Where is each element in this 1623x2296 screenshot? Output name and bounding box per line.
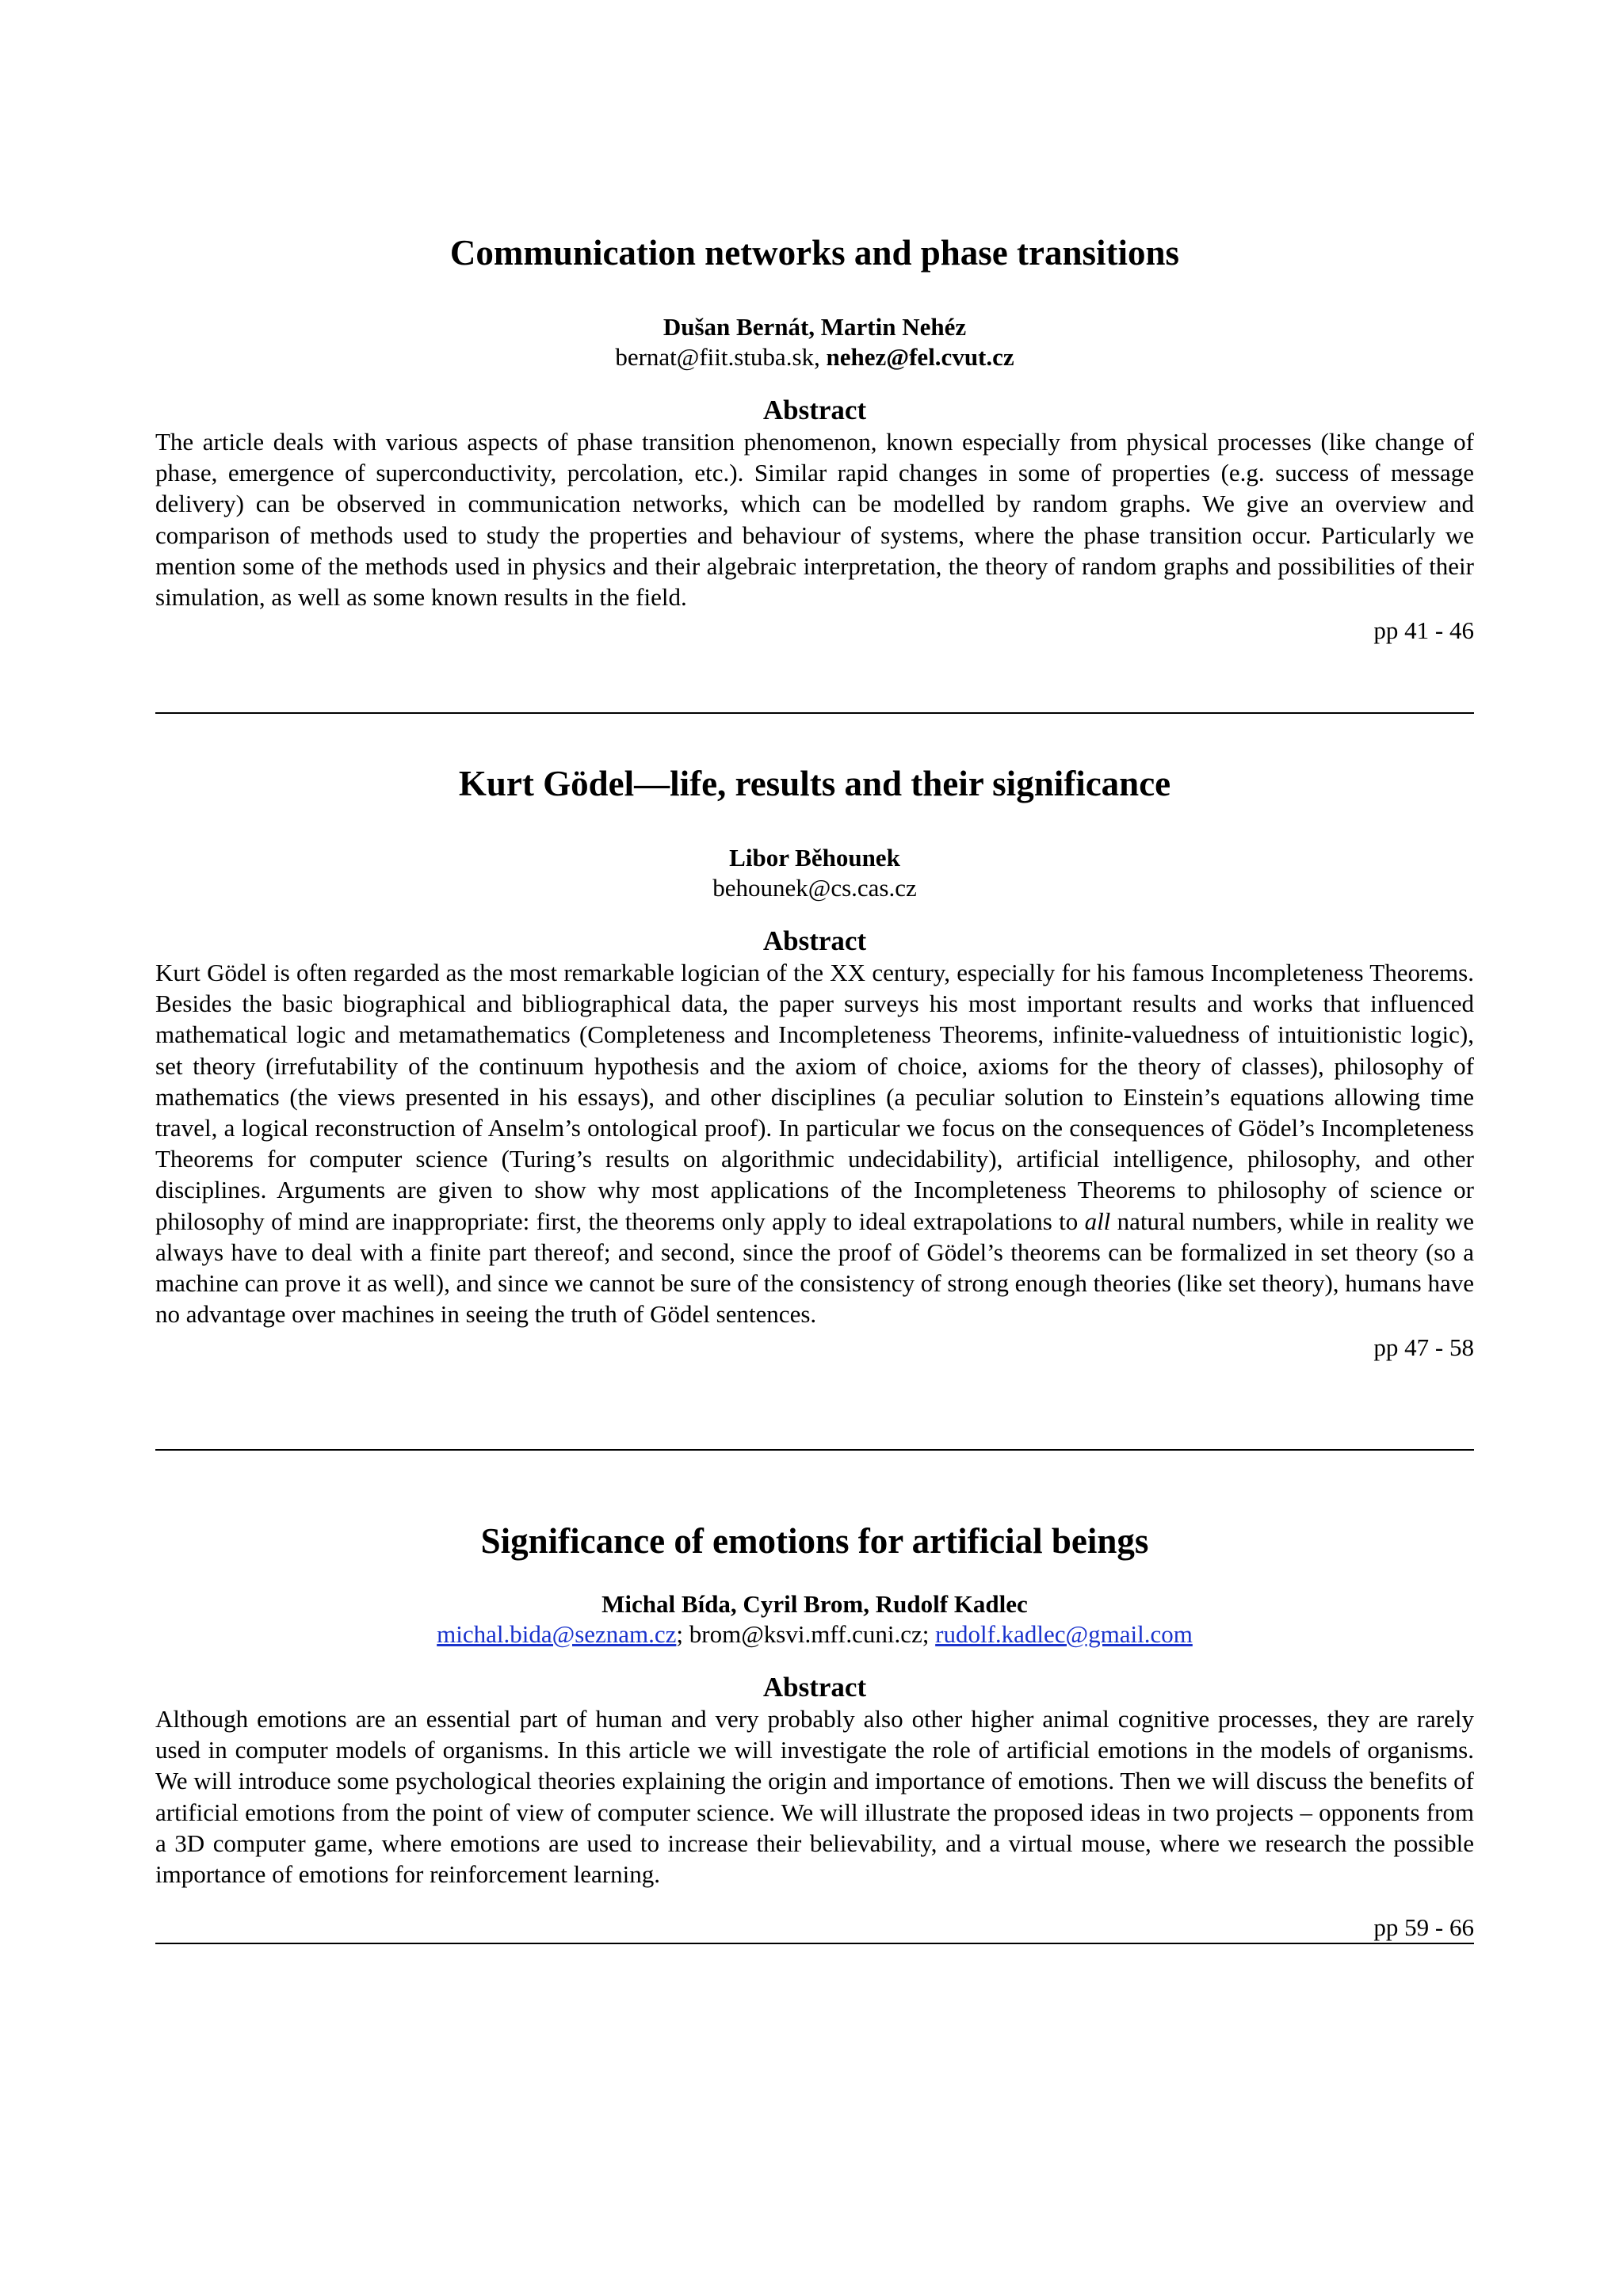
article-title: Communication networks and phase transitions [449,233,1180,273]
article-authors: Dušan Bernát, Martin Nehéz [663,313,967,341]
section-divider [155,1943,1474,1944]
email-separator: , [814,343,827,371]
email-text: nehez@fel.cvut.cz [826,343,1014,371]
abstract-heading: Abstract [762,925,867,956]
article-title: Significance of emotions for artificial beings [480,1521,1149,1561]
abstract-emphasis: all [1084,1207,1111,1235]
article-authors: Libor Běhounek [729,844,900,871]
article-emails [155,873,1474,903]
article-entry [155,231,1474,646]
abstract-part: Kurt Gödel is often regarded as the most remarkable logician of the XX century, especially for his famous Incompleteness Theorems. Besides the basic biographical and bibliographical data, the paper surveys his most important results and works that influenced mathematical logic and metamathematics (Completeness and Incompleteness Theorems, infinite-valuedness of intuitionistic logic), set theory (irrefutability of the continuum hypothesis and the axiom of choice, axioms for the theory of classes), philosophy of mathematics (the views presented in his essays), and other disciplines (a peculiar solution to Einstein’s equations allowing time travel, a logical reconstruction of Anselm’s ontological proof). In particular we focus on the consequences of Gödel’s Incompleteness Theorems for computer science (Turing’s results on algorithmic undecidability), artificial intelligence, philosophy, and other disciplines. Arguments are given to show why most applications of the Incompleteness Theorems to philosophy of science or philosophy of mind are inappropriate: first, the theorems only apply to ideal extrapolations to [155,959,1474,1235]
abstract-text [155,957,1474,1329]
abstract-heading: Abstract [762,1672,867,1703]
email-text: ; brom@ksvi.mff.cuni.cz; [676,1620,936,1648]
abstract-heading: Abstract [762,395,867,425]
email-link[interactable]: michal.bida@seznam.cz [437,1620,677,1648]
abstract-text: Although emotions are an essential part of human and very probably also other higher animal cognitive processes, they are rarely used in computer models of organisms. In this article we will investigate the role of artificial emotions in the models of organisms. We will introduce some psychological theories explaining the origin and importance of emotions. Then we will discuss the benefits of artificial emotions from the point of view of computer science. We will illustrate the proposed ideas in two projects – opponents from a 3D computer game, where emotions are used to increase their believability, and a virtual mouse, where we research the possible importance of emotions for reinforcement learning. [155,1705,1474,1889]
article-emails [155,1619,1474,1650]
page-range: pp 59 - 66 [1373,1913,1474,1941]
abstract-text: The article deals with various aspects of phase transition phenomenon, known especially from physical processes (like change of phase, emergence of superconductivity, percolation, etc.). Similar rapid changes in some of properties (e.g. success of message delivery) can be observed in communication networks, which can be modelled by random graphs. We give an overview and comparison of methods used to study the properties and behaviour of systems, where the phase transition occur. Particularly we mention some of the methods used in physics and their algebraic interpretation, the theory of random graphs and possibilities of their simulation, as well as some known results in the field. [155,428,1474,612]
article-emails [155,342,1474,372]
article-entry [155,762,1474,1363]
article-authors: Michal Bída, Cyril Brom, Rudolf Kadlec [601,1590,1028,1618]
article-title: Kurt Gödel—life, results and their significance [458,764,1171,803]
abstract-part: natural numbers, while in reality we always have to deal with a finite part thereof; and second, since the proof of Gödel’s theorems can be formalized in set theory (so a machine can prove it as well), and since we cannot be sure of the consistency of strong enough theories (like set theory), humans have no advantage over machines in seeing the truth of Gödel sentences. [155,1207,1474,1329]
article-entry [155,1520,1474,1890]
section-divider [155,1449,1474,1451]
email-text: behounek@cs.cas.cz [712,874,917,902]
page-range: pp 41 - 46 [1373,616,1474,645]
email-link[interactable]: rudolf.kadlec@gmail.com [935,1620,1193,1648]
page-range: pp 47 - 58 [1373,1333,1474,1362]
email-text: bernat@fiit.stuba.sk [615,343,815,371]
section-divider [155,712,1474,714]
